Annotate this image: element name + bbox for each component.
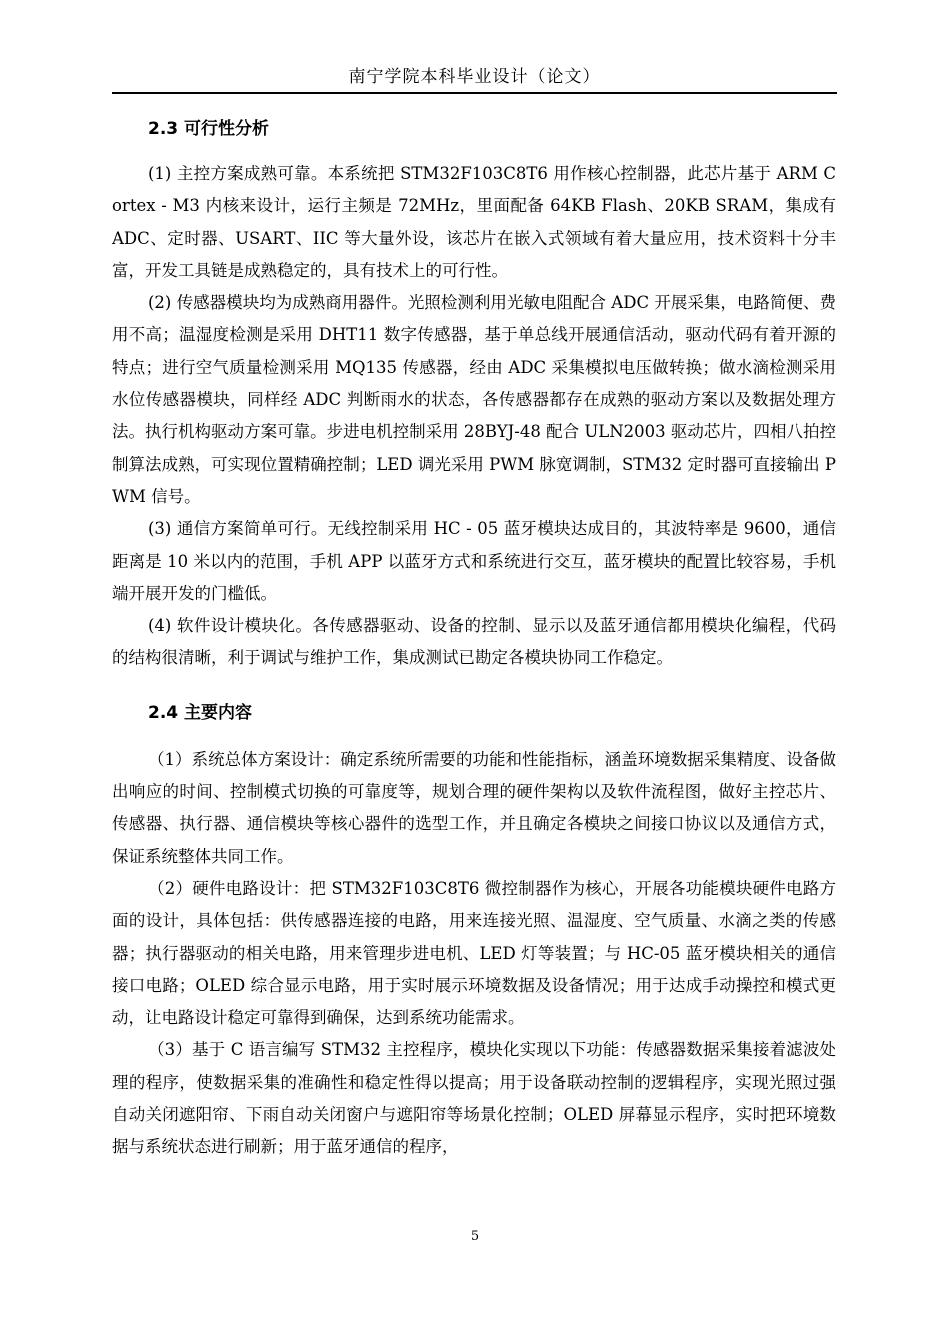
paragraph: （2）硬件电路设计：把 STM32F103C8T6 微控制器作为核心，开展各功能模块硬件电路方面的设计，具体包括：供传感器连接的电路，用来连接光照、温湿度、空气质量、水滴之类的传感器；执行器驱动的相关电路，用来管理步进电机、LED 灯等装置；与 HC-05 蓝牙模块相关的通信接口电路；OLED 综合显示电路，用于实时展示环境数据及设备情况；用于达成手动操控和模式更动，让电路设计稳定可靠得到确保，达到系统功能需求。: [112, 878, 836, 1028]
section-heading-feasibility: 2.3 可行性分析: [148, 119, 270, 139]
paragraph: (4) 软件设计模块化。各传感器驱动、设备的控制、显示以及蓝牙通信都用模块化编程，代码的结构很清晰，利于调试与维护工作，集成测试已勘定各模块协同工作稳定。: [112, 616, 836, 668]
page-header: [112, 62, 837, 94]
page-number: 5: [470, 1229, 480, 1244]
paragraph: (1) 主控方案成熟可靠。本系统把 STM32F103C8T6 用作核心控制器，此芯片基于 ARM Cortex - M3 内核来设计，运行主频是 72MHz，里面配备 64KB Flash、20KB SRAM，集成有 ADC、定时器、USART、IIC 等大量外设，该芯片在嵌入式领域有着大量应用，技术资料十分丰富，开发工具链是成熟稳定的，具有技术上的可行性。: [112, 164, 836, 280]
paragraph: （1）系统总体方案设计：确定系统所需要的功能和性能指标，涵盖环境数据采集精度、设备做出响应的时间、控制模式切换的可靠度等，规划合理的硬件架构以及软件流程图，做好主控芯片、传感器、执行器、通信模块等核心器件的选型工作，并且确定各模块之间接口协议以及通信方式，保证系统整体共同工作。: [112, 749, 836, 866]
paragraph: (3) 通信方案简单可行。无线控制采用 HC - 05 蓝牙模块达成目的，其波特率是 9600，通信距离是 10 米以内的范围，手机 APP 以蓝牙方式和系统进行交互，蓝牙模块的配置比较容易，手机端开展开发的门槛低。: [112, 519, 836, 603]
page-body: [112, 113, 836, 1164]
header-title: 南宁学院本科毕业设计（论文）: [348, 67, 601, 87]
paragraph: （3）基于 C 语言编写 STM32 主控程序，模块化实现以下功能：传感器数据采集接着滤波处理的程序，使数据采集的准确性和稳定性得以提高；用于设备联动控制的逻辑程序，实现光照过强自动关闭遮阳帘、下雨自动关闭窗户与遮阳帘等场景化控制；OLED 屏幕显示程序，实时把环境数据与系统状态进行刷新；用于蓝牙通信的程序，: [112, 1040, 836, 1157]
section-heading-main-content: 2.4 主要内容: [148, 702, 253, 723]
paragraph: (2) 传感器模块均为成熟商用器件。光照检测利用光敏电阻配合 ADC 开展采集，电路简便、费用不高；温湿度检测是采用 DHT11 数字传感器，基于单总线开展通信活动，驱动代码有着开源的特点；进行空气质量检测采用 MQ135 传感器，经由 ADC 采集模拟电压做转换；做水滴检测采用水位传感器模块，同样经 ADC 判断雨水的状态，各传感器都存在成熟的驱动方案以及数据处理方法。执行机构驱动方案可靠。步进电机控制采用 28BYJ-48 配合 ULN2003 驱动芯片，四相八拍控制算法成熟，可实现位置精确控制；LED 调光采用 PWM 脉宽调制，STM32 定时器可直接输出 PWM 信号。: [112, 293, 836, 506]
